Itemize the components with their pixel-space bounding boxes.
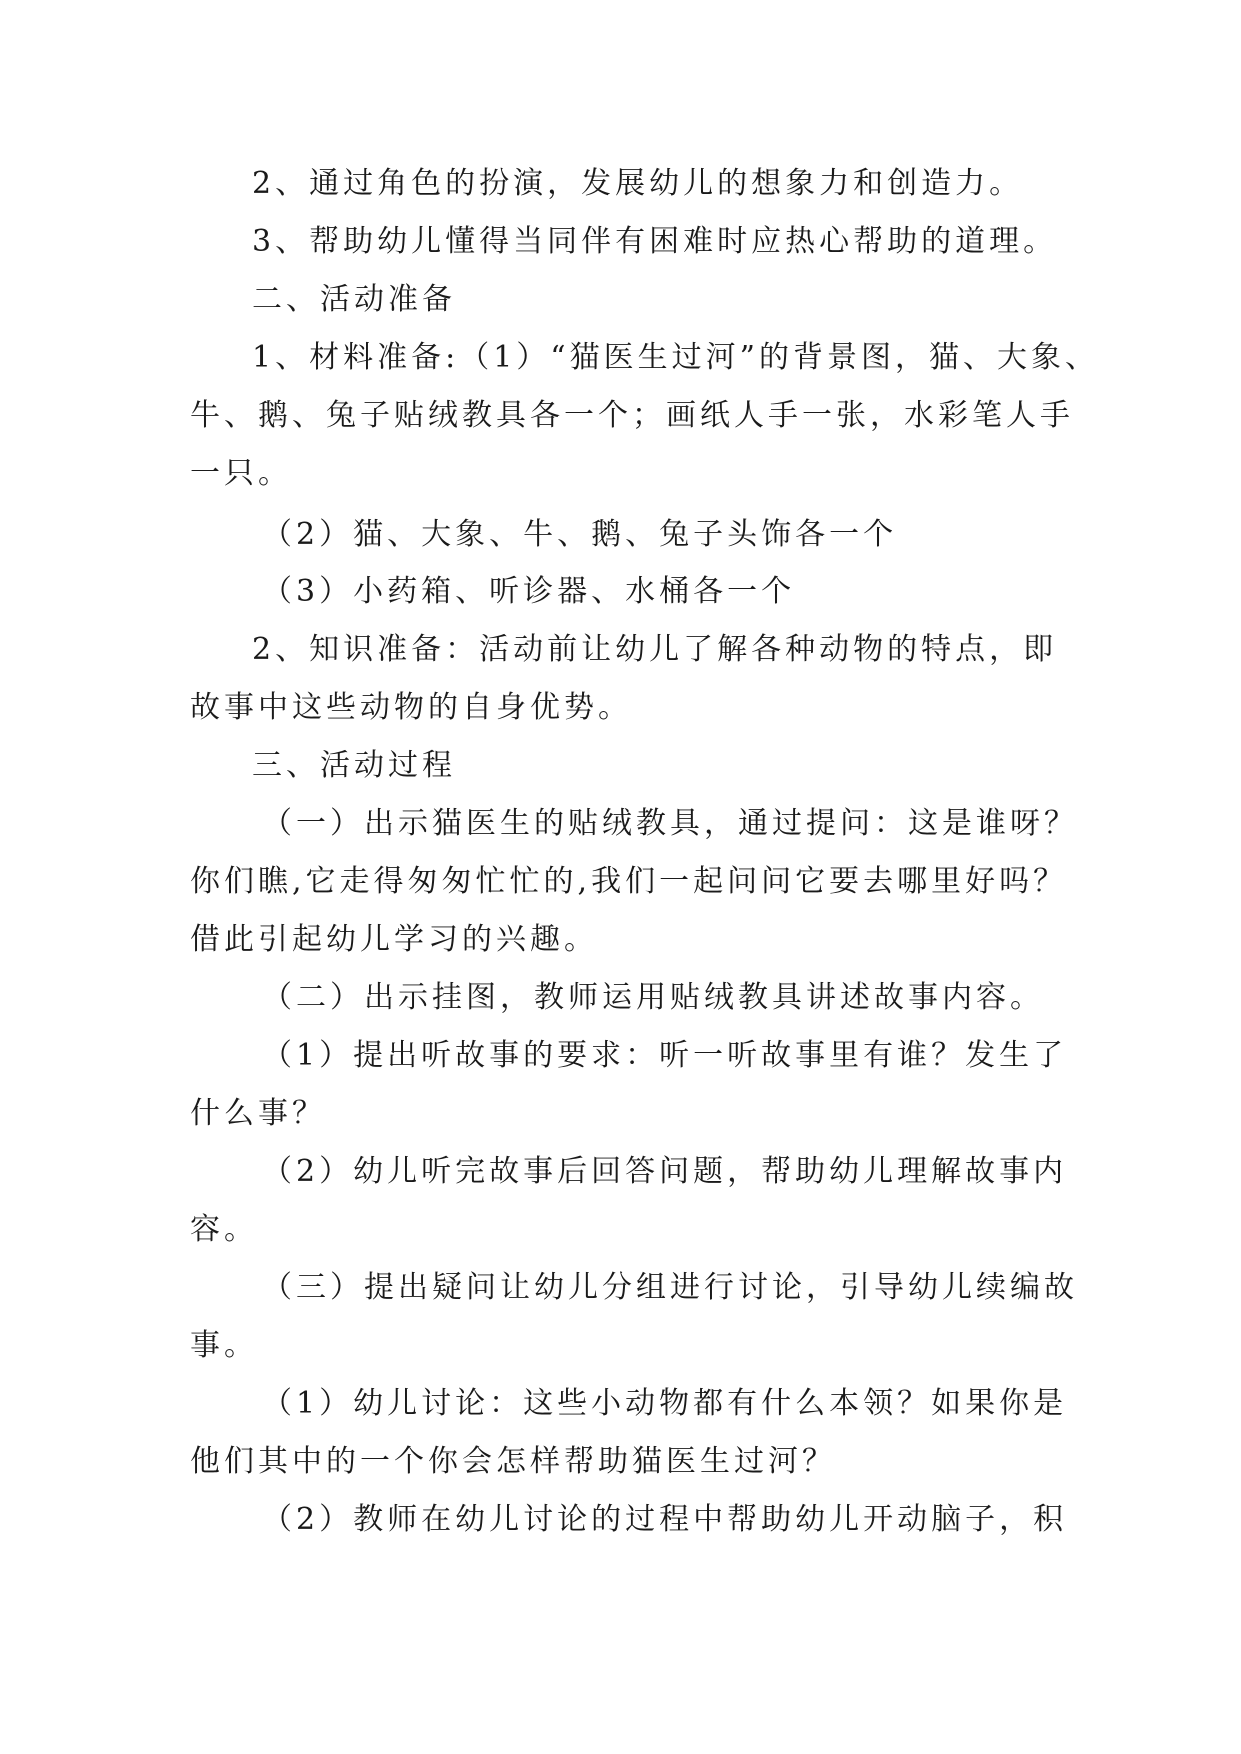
- section-heading-process: 三、活动过程: [252, 748, 456, 783]
- process-step-3-sub-1-line-1: （1）幼儿讨论：这些小动物都有什么本领？如果你是: [262, 1386, 1068, 1421]
- process-step-1-line-3: 借此引起幼儿学习的兴趣。: [190, 922, 598, 957]
- process-step-1-line-1: （一）出示猫医生的贴绒教具，通过提问：这是谁呀？: [262, 806, 1078, 841]
- materials-item-2: （2）猫、大象、牛、鹅、兔子头饰各一个: [262, 517, 898, 552]
- process-step-3-line-1: （三）提出疑问让幼儿分组进行讨论，引导幼儿续编故: [262, 1270, 1078, 1305]
- process-step-1-line-2: 你们瞧,它走得匆匆忙忙的,我们一起问问它要去哪里好吗？: [190, 864, 1068, 899]
- knowledge-line-2: 故事中这些动物的自身优势。: [190, 690, 632, 725]
- process-step-2-sub-1-line-2: 什么事？: [190, 1096, 326, 1131]
- materials-line-2: 牛、鹅、兔子贴绒教具各一个；画纸人手一张，水彩笔人手: [190, 398, 1074, 433]
- section-heading-preparation: 二、活动准备: [252, 282, 456, 317]
- process-step-3-sub-2-line-1: （2）教师在幼儿讨论的过程中帮助幼儿开动脑子，积: [262, 1502, 1068, 1537]
- process-step-3-sub-1-line-2: 他们其中的一个你会怎样帮助猫医生过河？: [190, 1444, 836, 1479]
- materials-item-3: （3）小药箱、听诊器、水桶各一个: [262, 574, 796, 609]
- process-step-3-line-2: 事。: [190, 1328, 258, 1363]
- goal-3-line: 3、帮助幼儿懂得当同伴有困难时应热心帮助的道理。: [252, 224, 1058, 259]
- process-step-2-sub-1-line-1: （1）提出听故事的要求：听一听故事里有谁？发生了: [262, 1038, 1068, 1073]
- goal-2-line: 2、通过角色的扮演，发展幼儿的想象力和创造力。: [252, 166, 1024, 201]
- process-step-2-sub-2-line-2: 容。: [190, 1212, 258, 1247]
- materials-line-1: 1、材料准备:（1）“猫医生过河”的背景图，猫、大象、: [252, 340, 1099, 375]
- knowledge-line-1: 2、知识准备：活动前让幼儿了解各种动物的特点，即: [252, 632, 1058, 667]
- process-step-2-line: （二）出示挂图，教师运用贴绒教具讲述故事内容。: [262, 980, 1044, 1015]
- materials-line-3: 一只。: [190, 456, 292, 491]
- process-step-2-sub-2-line-1: （2）幼儿听完故事后回答问题，帮助幼儿理解故事内: [262, 1154, 1068, 1189]
